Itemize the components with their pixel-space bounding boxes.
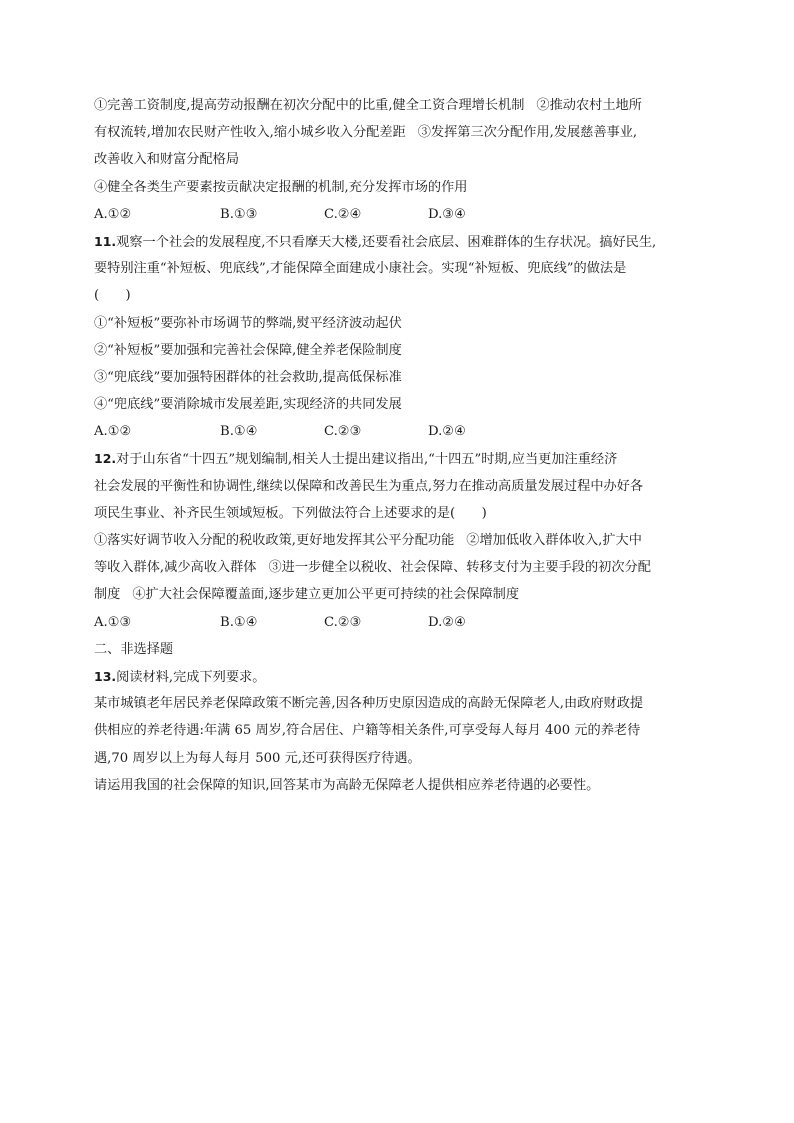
q12-number: 12. bbox=[94, 451, 117, 467]
section-heading: 二、非选择题 bbox=[94, 641, 174, 657]
q11-item-1: ①“补短板”要弥补市场调节的弊端,熨平经济波动起伏 bbox=[94, 315, 402, 331]
q10-item-4: ④健全各类生产要素按贡献决定报酬的机制,充分发挥市场的作用 bbox=[94, 179, 468, 195]
q10-item-3-end: 改善收入和财富分配格局 bbox=[94, 152, 240, 168]
q13-instruction: 阅读材料,完成下列要求。 bbox=[116, 669, 266, 685]
q10-item-2-end: 有权流转,增加农民财产性收入,缩小城乡收入分配差距 bbox=[94, 125, 406, 141]
q10-option-a[interactable]: A.①② bbox=[94, 206, 132, 222]
q12-item-1: ①落实好调节收入分配的税收政策,更好地发挥其公平分配功能 bbox=[94, 533, 455, 548]
q12-option-c[interactable]: C.②③ bbox=[324, 614, 362, 630]
q11-option-d[interactable]: D.②④ bbox=[428, 424, 466, 440]
q12-option-a[interactable]: A.①③ bbox=[94, 614, 132, 630]
q12-statement-line bbox=[94, 527, 704, 554]
q11-stem-line-2: 要特别注重“补短板、兜底线”,才能保障全面建成小康社会。实现“补短板、兜底线”的做法是 bbox=[94, 261, 627, 277]
document-page bbox=[94, 92, 704, 799]
q11-option-c[interactable]: C.②③ bbox=[324, 424, 362, 440]
q13-question: 请运用我国的社会保障的知识,回答某市为高龄无保障老人提供相应养老待遇的必要性。 bbox=[94, 777, 600, 793]
q11-number: 11. bbox=[94, 233, 117, 249]
q10-option-d[interactable]: D.③④ bbox=[428, 206, 466, 222]
q10-item-3-start: ③发挥第三次分配作用,发展慈善事业, bbox=[417, 125, 638, 141]
q13-material-line-2: 供相应的养老待遇:年满 65 周岁,符合居住、户籍等相关条件,可享受每人每月 400 元的养老待 bbox=[94, 723, 641, 739]
q13-stem-line bbox=[94, 663, 704, 690]
q11-item-2: ②“补短板”要加强和完善社会保障,健全养老保险制度 bbox=[94, 342, 402, 358]
q12-item-2-start: ②增加低收入群体收入,扩大中 bbox=[466, 533, 642, 548]
q11-options bbox=[94, 418, 704, 445]
q11-item-4: ④“兜底线”要消除城市发展差距,实现经济的共同发展 bbox=[94, 397, 402, 413]
q12-option-b[interactable]: B.①④ bbox=[220, 614, 258, 630]
q12-item-2-end: 等收入群体,减少高收入群体 bbox=[94, 560, 257, 576]
q12-option-d[interactable]: D.②④ bbox=[428, 614, 466, 630]
q13-material-line-3: 遇,70 周岁以上为每人每月 500 元,还可获得医疗待遇。 bbox=[94, 750, 421, 766]
q11-option-a[interactable]: A.①② bbox=[94, 424, 132, 440]
q12-statement-line bbox=[94, 581, 704, 608]
q12-item-3-start: ③进一步健全以税收、社会保障、转移支付为主要手段的初次分配 bbox=[268, 560, 651, 576]
q12-stem-line-3: 项民生事业、补齐民生领域短板。下列做法符合上述要求的是( ) bbox=[94, 505, 487, 521]
q12-stem-line bbox=[94, 445, 704, 472]
q11-stem-text: 观察一个社会的发展程度,不只看摩天大楼,还要看社会底层、困难群体的生存状况。搞好民生, bbox=[116, 234, 657, 250]
q11-option-b[interactable]: B.①④ bbox=[220, 424, 258, 440]
q12-item-4: ④扩大社会保障覆盖面,逐步建立更加公平更可持续的社会保障制度 bbox=[132, 587, 520, 603]
q11-stem-line bbox=[94, 228, 704, 255]
q12-statement-line bbox=[94, 554, 704, 581]
q10-item-1: ①完善工资制度,提高劳动报酬在初次分配中的比重,健全工资合理增长机制 bbox=[94, 98, 525, 113]
q12-options bbox=[94, 609, 704, 636]
q10-statement-line bbox=[94, 92, 704, 119]
q10-item-2-start: ②推动农村土地所 bbox=[536, 98, 642, 113]
q13-number: 13. bbox=[94, 668, 117, 684]
q11-item-3: ③“兜底线”要加强特困群体的社会救助,提高低保标准 bbox=[94, 369, 402, 385]
q13-material-line-1: 某市城镇老年居民养老保障政策不断完善,因各种历史原因造成的高龄无保障老人,由政府财政提 bbox=[94, 696, 644, 712]
q12-stem-text: 对于山东省“十四五”规划编制,相关人士提出建议指出,“十四五”时期,应当更加注重经济 bbox=[116, 452, 618, 468]
q12-stem-line-2: 社会发展的平衡性和协调性,继续以保障和改善民生为重点,努力在推动高质量发展过程中办好各 bbox=[94, 478, 644, 494]
q12-item-3-end: 制度 bbox=[94, 587, 121, 603]
q11-answer-blank: ( ) bbox=[94, 288, 131, 304]
q10-options bbox=[94, 201, 704, 228]
q10-option-b[interactable]: B.①③ bbox=[220, 206, 258, 222]
q10-statement-line bbox=[94, 119, 704, 146]
q10-option-c[interactable]: C.②④ bbox=[324, 206, 362, 222]
